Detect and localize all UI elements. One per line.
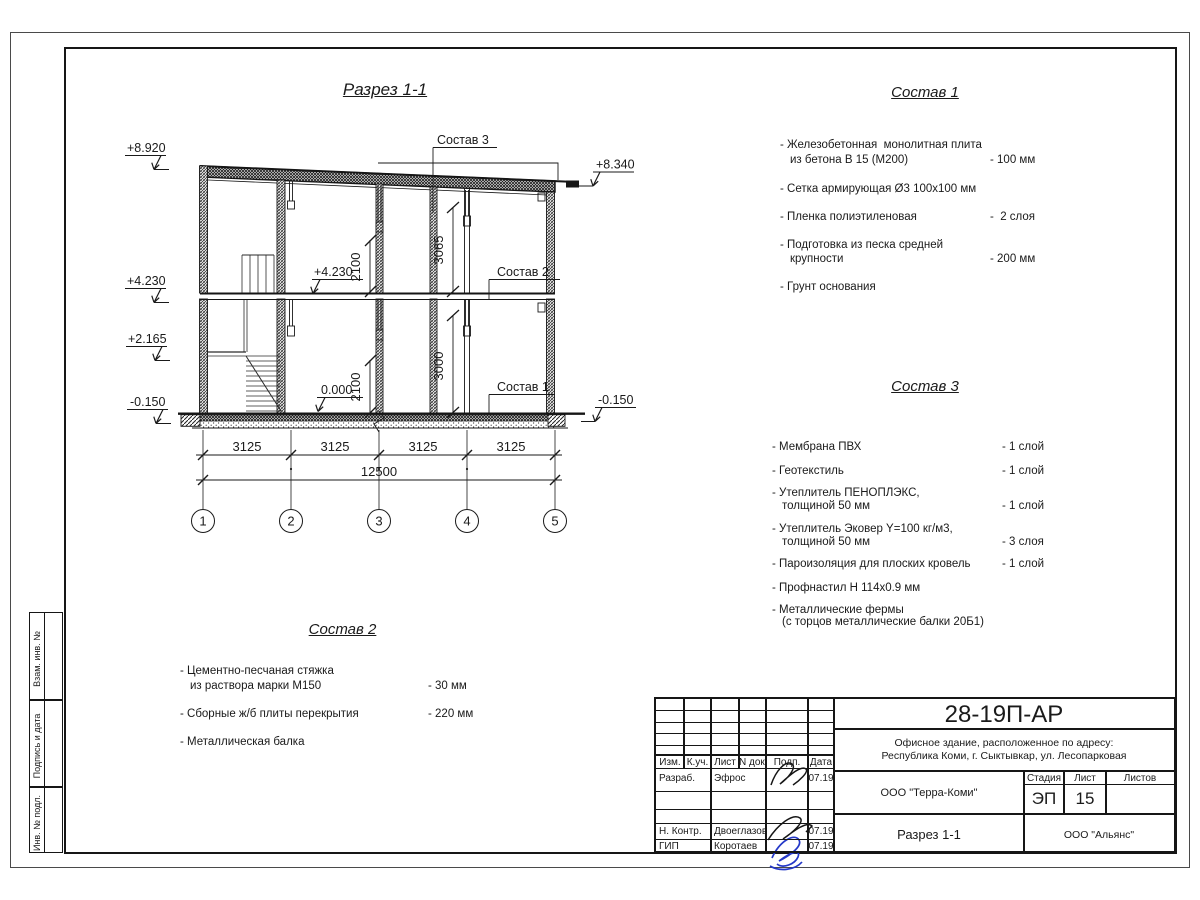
sostav3-value-2: - 1 слой bbox=[1002, 465, 1045, 477]
dim-f1-clear: 3000 bbox=[431, 351, 446, 381]
tb-col-kuch: К.уч. bbox=[686, 757, 709, 768]
level-top-right: +8.340 bbox=[596, 157, 635, 172]
level-ground-left: -0.150 bbox=[130, 395, 166, 409]
ceiling-hangers bbox=[288, 300, 546, 340]
sostav3-item-7: - Металлические фермы bbox=[772, 604, 904, 616]
title-block bbox=[654, 697, 1176, 853]
roof bbox=[200, 163, 579, 195]
sostav3-value-3: - 1 слой bbox=[1002, 500, 1045, 512]
sostav2-title: Состав 2 bbox=[308, 621, 377, 638]
tb-sheet-value: 15 bbox=[1075, 789, 1095, 808]
dim-f1-door: 2100 bbox=[348, 372, 363, 402]
stairs bbox=[208, 255, 281, 411]
tb-col-izm: Изм. bbox=[659, 757, 681, 768]
level-ground-right: -0.150 bbox=[598, 393, 634, 407]
tb-row1-name: Эфрос bbox=[714, 773, 746, 784]
sostav2-item-1: - Цементно-песчаная стяжка bbox=[180, 665, 334, 677]
dim-span-4: 3125 bbox=[496, 439, 526, 454]
sostav1-item-5: - Грунт основания bbox=[780, 281, 876, 293]
tb-row3-date: 07.19 bbox=[808, 841, 834, 852]
ground-slab bbox=[178, 411, 585, 432]
tb-row1-role: Разраб. bbox=[659, 773, 696, 784]
tb-col-data: Дата bbox=[809, 757, 833, 768]
strip-podpis-label: Подпись и дата bbox=[32, 713, 42, 779]
sostav1-value-3: - 2 слоя bbox=[990, 211, 1036, 223]
level-top-left: +8.920 bbox=[127, 141, 166, 155]
axis-bubble-5: 5 bbox=[551, 513, 559, 529]
axis-bubble-2: 2 bbox=[287, 513, 295, 529]
strip-vzam-label: Взам. инв. № bbox=[32, 631, 42, 687]
tb-col-list: Лист bbox=[714, 757, 736, 768]
sostav3-item-7b: (с торцов металлические балки 20Б1) bbox=[782, 616, 984, 628]
tb-col-ndoc: N док. bbox=[739, 757, 768, 768]
sostav2-value-2: - 220 мм bbox=[428, 708, 474, 720]
level-floor2-left: +4.230 bbox=[127, 274, 166, 288]
dim-span-3: 3125 bbox=[408, 439, 438, 454]
sostav2-item-3: - Металлическая балка bbox=[180, 736, 305, 748]
level-stair: +2.165 bbox=[128, 332, 167, 346]
sostav3-item-5: - Пароизоляция для плоских кровель bbox=[772, 558, 971, 570]
tb-row2-date: 07.19 bbox=[808, 826, 834, 837]
sostav1-title: Состав 1 bbox=[891, 84, 959, 101]
sostav1-value-1: - 100 мм bbox=[990, 154, 1036, 166]
strip-inv bbox=[29, 787, 63, 853]
tb-sheet-label: Лист bbox=[1074, 773, 1096, 784]
sostav1-item-1b: из бетона В 15 (М200) bbox=[790, 154, 909, 166]
axis-bubble-3: 3 bbox=[375, 513, 383, 529]
tb-object-line1: Офисное здание, расположенное по адресу: bbox=[894, 737, 1114, 749]
tb-stage-label: Стадия bbox=[1026, 773, 1062, 784]
dim-span-2: 3125 bbox=[320, 439, 350, 454]
sostav1-item-3: - Пленка полиэтиленовая bbox=[780, 211, 917, 223]
dim-f2-door: 2100 bbox=[348, 252, 363, 282]
sostav2-item-1b: из раствора марки М150 bbox=[190, 680, 322, 692]
tb-row3-name: Коротаев bbox=[714, 841, 758, 852]
sostav3-title: Состав 3 bbox=[891, 378, 959, 395]
strip-vzam bbox=[29, 612, 63, 700]
tb-row3-role: ГИП bbox=[659, 841, 679, 852]
sostav3-value-4: - 3 слоя bbox=[1002, 536, 1044, 548]
tb-org: ООО "Терра-Коми" bbox=[880, 787, 978, 799]
sostav1-value-4: - 200 мм bbox=[990, 253, 1036, 265]
tb-row2-role: Н. Контр. bbox=[659, 826, 702, 837]
sostav1-item-1: - Железобетонная монолитная плита bbox=[780, 139, 982, 151]
level-floor2-inner: +4.230 bbox=[314, 265, 353, 279]
axis-bubble-4: 4 bbox=[463, 513, 471, 529]
tb-sheets-label: Листов bbox=[1123, 773, 1157, 784]
sostav2-item-2: - Сборные ж/б плиты перекрытия bbox=[180, 708, 359, 720]
dim-total: 12500 bbox=[360, 464, 398, 479]
tb-row2-name: Двоеглазов bbox=[714, 826, 768, 837]
sostav3-item-3: - Утеплитель ПЕНОПЛЭКС, bbox=[772, 487, 920, 499]
dim-span-1: 3125 bbox=[232, 439, 262, 454]
dim-f2-clear: 3065 bbox=[431, 235, 446, 265]
sostav3-item-4: - Утеплитель Эковер Y=100 кг/м3, bbox=[772, 523, 953, 535]
tb-contractor: ООО "Альянс" bbox=[1063, 829, 1135, 841]
sostav1-item-4: - Подготовка из песка средней bbox=[780, 239, 944, 251]
level-zero: 0.000 bbox=[321, 383, 353, 397]
tb-doc-code: 28-19П-АР bbox=[944, 701, 1064, 728]
sostav3-item-4b: толщиной 50 мм bbox=[782, 536, 871, 548]
callout-floor2-label: Состав 2 bbox=[497, 265, 549, 279]
walls bbox=[200, 166, 555, 414]
tb-col-podp: Подп. bbox=[773, 757, 801, 768]
sostav1-item-2: - Сетка армирующая Ø3 100х100 мм bbox=[780, 183, 977, 195]
sostav3-item-6: - Профнастил Н 114х0.9 мм bbox=[772, 582, 921, 594]
sostav3-value-1: - 1 слой bbox=[1002, 441, 1045, 453]
tb-sheet-title: Разрез 1-1 bbox=[897, 827, 961, 842]
axis-bubble-1: 1 bbox=[199, 513, 207, 529]
sostav1-item-4b: крупности bbox=[790, 253, 844, 265]
sostav3-value-5: - 1 слой bbox=[1002, 558, 1045, 570]
tb-row1-date: 07.19 bbox=[808, 773, 834, 784]
sostav3-item-1: - Мембрана ПВХ bbox=[772, 441, 862, 453]
callout-roof-label: Состав 3 bbox=[437, 133, 489, 147]
tb-object-line2: Республика Коми, г. Сыктывкар, ул. Лесопарковая bbox=[881, 750, 1127, 762]
strip-inv-label: Инв. № подл. bbox=[32, 794, 42, 852]
section-title: Разрез 1-1 bbox=[342, 80, 428, 99]
strip-podpis bbox=[29, 700, 63, 787]
sostav2-value-1: - 30 мм bbox=[428, 680, 467, 692]
sostav3-item-3b: толщиной 50 мм bbox=[782, 500, 871, 512]
callout-floor1-label: Состав 1 bbox=[497, 380, 549, 394]
sostav3-item-2: - Геотекстиль bbox=[772, 465, 844, 477]
tb-stage-value: ЭП bbox=[1031, 789, 1057, 808]
